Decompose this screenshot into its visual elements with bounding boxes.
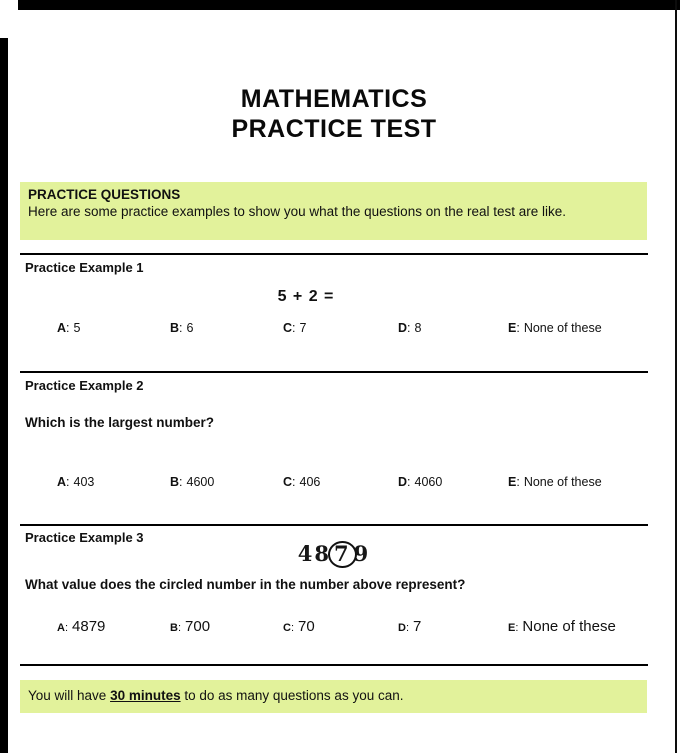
example1-heading: Practice Example 1 bbox=[25, 260, 144, 275]
practice-questions-banner bbox=[20, 182, 647, 240]
section-divider bbox=[20, 664, 648, 666]
option-d: D: 4060 bbox=[398, 475, 443, 489]
time-limit-banner bbox=[20, 680, 647, 713]
option-d: D: 8 bbox=[398, 321, 422, 335]
time-limit-text bbox=[28, 688, 403, 703]
time-limit-after: to do as many questions as you can. bbox=[180, 688, 404, 703]
option-e: E: None of these bbox=[508, 475, 602, 489]
example2-question: Which is the largest number? bbox=[25, 415, 215, 430]
banner-heading: PRACTICE QUESTIONS bbox=[28, 187, 181, 202]
option-b: B: 700 bbox=[170, 618, 211, 635]
section-divider bbox=[20, 524, 648, 526]
example3-heading: Practice Example 3 bbox=[25, 530, 144, 545]
time-limit-highlight: 30 minutes bbox=[110, 688, 181, 703]
option-d: D: 7 bbox=[398, 618, 422, 635]
section-divider bbox=[20, 253, 648, 255]
option-b: B: 6 bbox=[170, 321, 194, 335]
stimulus-suffix: 9 bbox=[353, 541, 371, 566]
example3-stimulus bbox=[20, 541, 648, 568]
stimulus-prefix: 48 bbox=[297, 541, 331, 566]
option-e: E: None of these bbox=[508, 321, 602, 335]
example2-options bbox=[20, 475, 648, 495]
scan-border-right bbox=[675, 0, 677, 753]
option-e: E: None of these bbox=[508, 618, 616, 635]
option-c: C: 406 bbox=[283, 475, 321, 489]
section-divider bbox=[20, 371, 648, 373]
page-title-line1: MATHEMATICS bbox=[240, 85, 428, 113]
banner-body: Here are some practice examples to show you what the questions on the real test are like. bbox=[28, 204, 567, 219]
option-a: A: 5 bbox=[57, 321, 81, 335]
circled-digit: 7 bbox=[328, 541, 357, 568]
page-title-line2: PRACTICE TEST bbox=[231, 115, 437, 143]
page-title bbox=[20, 84, 648, 144]
scan-border-left bbox=[0, 38, 8, 753]
option-b: B: 4600 bbox=[170, 475, 215, 489]
example1-options bbox=[20, 321, 648, 341]
option-a: A: 4879 bbox=[57, 618, 106, 635]
option-c: C: 7 bbox=[283, 321, 307, 335]
option-a: A: 403 bbox=[57, 475, 95, 489]
time-limit-before: You will have bbox=[28, 688, 111, 703]
example2-heading: Practice Example 2 bbox=[25, 378, 144, 393]
page-content bbox=[20, 0, 648, 753]
example3-options bbox=[20, 618, 648, 638]
option-c: C: 70 bbox=[283, 618, 315, 635]
example1-stimulus: 5 + 2 = bbox=[277, 288, 335, 305]
example3-question: What value does the circled number in the number above represent? bbox=[25, 577, 466, 592]
